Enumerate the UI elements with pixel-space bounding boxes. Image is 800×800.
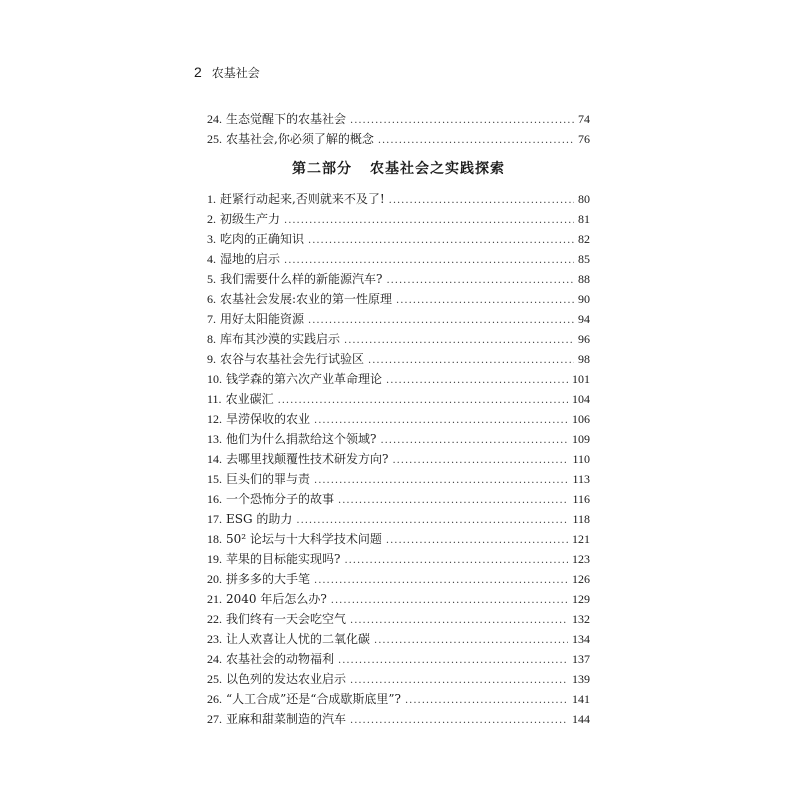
toc-entry-page: 126	[572, 572, 590, 586]
toc-entry[interactable]	[207, 409, 590, 429]
toc-entry-number: 25.	[207, 132, 222, 146]
toc-entry-page: 141	[572, 692, 590, 706]
toc-entry-title: 以色列的发达农业启示	[226, 672, 347, 686]
dot-leader	[389, 191, 574, 211]
toc-entry-title: ESG 的助力	[226, 512, 293, 526]
toc-entry-title: 旱涝保收的农业	[226, 412, 311, 426]
toc-entry[interactable]	[207, 569, 590, 589]
toc-entry-page: 101	[572, 372, 590, 386]
toc-entry-number: 1.	[207, 192, 216, 206]
toc-entry-number: 25.	[207, 672, 222, 686]
dot-leader	[386, 271, 574, 291]
toc-entry-number: 20.	[207, 572, 222, 586]
dot-leader	[314, 411, 568, 431]
toc-entry-number: 12.	[207, 412, 222, 426]
part-heading	[207, 158, 590, 178]
toc-entry-page: 134	[572, 632, 590, 646]
toc-entry-page: 85	[578, 252, 590, 266]
toc-entry-number: 18.	[207, 532, 222, 546]
toc-list-part-two	[207, 189, 590, 729]
toc-entry-page: 90	[578, 292, 590, 306]
toc-entry-number: 2.	[207, 212, 216, 226]
toc-entry-page: 96	[578, 332, 590, 346]
toc-entry-page: 123	[572, 552, 590, 566]
toc-entry-page: 88	[578, 272, 590, 286]
dot-leader	[284, 211, 574, 231]
toc-entry[interactable]	[207, 689, 590, 709]
toc-entry-page: 80	[578, 192, 590, 206]
toc-entry[interactable]	[207, 229, 590, 249]
toc-entry[interactable]	[207, 489, 590, 509]
part-title: 农基社会之实践探索	[370, 161, 505, 177]
toc-entry[interactable]	[207, 269, 590, 289]
dot-leader	[368, 351, 574, 371]
toc-entry-number: 27.	[207, 712, 222, 726]
toc-entry-title: 农基社会,你必须了解的概念	[226, 132, 374, 146]
toc-entry-page: 106	[572, 412, 590, 426]
dot-leader	[284, 251, 574, 271]
toc-entry-title: 农业碳汇	[225, 392, 274, 406]
toc-entry-title: 用好太阳能资源	[220, 312, 305, 326]
toc-entry-number: 8.	[207, 332, 216, 346]
toc-entry-page: 121	[572, 532, 590, 546]
toc-entry-number: 15.	[207, 472, 222, 486]
toc-entry[interactable]	[207, 649, 590, 669]
dot-leader	[386, 531, 568, 551]
toc-entry-title: 赶紧行动起来,否则就来不及了!	[220, 192, 385, 206]
dot-leader	[314, 471, 568, 491]
toc-entry-number: 19.	[207, 552, 222, 566]
toc-entry[interactable]	[207, 629, 590, 649]
toc-entry-number: 7.	[207, 312, 216, 326]
toc-entry-page: 129	[572, 592, 590, 606]
toc-entry[interactable]	[207, 349, 590, 369]
toc-entry-page: 104	[572, 392, 590, 406]
part-label: 第二部分	[292, 161, 352, 177]
toc-entry-page: 144	[572, 712, 590, 726]
toc-entry-page: 82	[578, 232, 590, 246]
toc-entry-page: 81	[578, 212, 590, 226]
toc-entry-number: 3.	[207, 232, 216, 246]
toc-entry-title: 农谷与农基社会先行试验区	[220, 352, 365, 366]
toc-entry-number: 17.	[207, 512, 222, 526]
toc-entry-title: 吃肉的正确知识	[220, 232, 305, 246]
toc-entry-number: 22.	[207, 612, 222, 626]
dot-leader	[314, 571, 568, 591]
toc-entry[interactable]	[207, 249, 590, 269]
toc-entry-number: 10.	[207, 372, 222, 386]
dot-leader	[344, 551, 568, 571]
toc-entry-page: 94	[578, 312, 590, 326]
toc-entry-title: 2040 年后怎么办?	[226, 592, 327, 606]
toc-entry-number: 13.	[207, 432, 222, 446]
dot-leader	[278, 391, 568, 411]
toc-entry[interactable]	[207, 549, 590, 569]
toc-entry-number: 24.	[207, 652, 222, 666]
toc-entry[interactable]	[207, 289, 590, 309]
dot-leader	[331, 591, 568, 611]
toc-entry-title: 让人欢喜让人忧的二氧化碳	[226, 632, 371, 646]
toc-entry-number: 26.	[207, 692, 222, 706]
toc-entry-number: 9.	[207, 352, 216, 366]
toc-entry-title: 去哪里找颠覆性技术研发方向?	[226, 452, 389, 466]
toc-entry-title: 巨头们的罪与责	[226, 472, 311, 486]
dot-leader	[374, 631, 568, 651]
toc-entry-title: 生态觉醒下的农基社会	[226, 112, 347, 126]
toc-entry-number: 4.	[207, 252, 216, 266]
dot-leader	[405, 691, 568, 711]
toc-entry-page: 118	[572, 512, 590, 526]
toc-entry-title: “人工合成”还是“合成歇斯底里”?	[226, 692, 401, 706]
dot-leader	[344, 331, 574, 351]
running-header	[194, 64, 260, 81]
running-title: 农基社会	[211, 66, 260, 80]
toc-entry-page: 132	[572, 612, 590, 626]
toc-entry[interactable]	[207, 369, 590, 389]
toc-entry-number: 23.	[207, 632, 222, 646]
toc-entry[interactable]	[207, 389, 590, 409]
toc-entry-title: 库布其沙漠的实践启示	[220, 332, 341, 346]
toc-entry-number: 6.	[207, 292, 216, 306]
toc-entry[interactable]	[207, 209, 590, 229]
toc-entry[interactable]	[207, 329, 590, 349]
toc-entry-page: 74	[578, 112, 590, 126]
toc-entry-title: 苹果的目标能实现吗?	[226, 552, 341, 566]
dot-leader	[392, 451, 568, 471]
toc-entry-title: 初级生产力	[220, 212, 281, 226]
toc-entry-page: 139	[572, 672, 590, 686]
dot-leader	[350, 671, 568, 691]
toc-entry-title: 亚麻和甜菜制造的汽车	[226, 712, 347, 726]
dot-leader	[338, 651, 568, 671]
dot-leader	[380, 431, 568, 451]
toc-entry-page: 137	[572, 652, 590, 666]
toc-entry-page: 110	[572, 452, 590, 466]
toc-entry[interactable]	[207, 469, 590, 489]
toc-entry-number: 5.	[207, 272, 216, 286]
toc-entry-title: 拼多多的大手笔	[226, 572, 311, 586]
toc-entry-number: 11.	[207, 392, 222, 406]
toc-entry-page: 76	[578, 132, 590, 146]
toc-entry[interactable]	[207, 189, 590, 209]
toc-entry-title: 农基社会的动物福利	[226, 652, 335, 666]
toc-entry-title: 湿地的启示	[220, 252, 281, 266]
dot-leader	[296, 511, 568, 531]
toc-list-part-one-tail	[207, 109, 590, 149]
toc-entry-title: 农基社会发展:农业的第一性原理	[220, 292, 393, 306]
toc-entry-page: 116	[572, 492, 590, 506]
dot-leader	[308, 231, 574, 251]
toc-entry[interactable]	[207, 509, 590, 529]
dot-leader	[338, 491, 568, 511]
toc-entry-page: 113	[572, 472, 590, 486]
toc-entry[interactable]	[207, 429, 590, 449]
toc-entry-number: 16.	[207, 492, 222, 506]
toc-entry[interactable]	[207, 109, 590, 129]
toc-entry-number: 24.	[207, 112, 222, 126]
toc-entry-title: 我们终有一天会吃空气	[226, 612, 347, 626]
toc-entry[interactable]	[207, 669, 590, 689]
dot-leader	[308, 311, 574, 331]
toc-entry-page: 98	[578, 352, 590, 366]
toc-entry-title: 他们为什么捐款给这个领域?	[226, 432, 377, 446]
toc-entry-title: 我们需要什么样的新能源汽车?	[220, 272, 383, 286]
dot-leader	[386, 371, 568, 391]
toc-entry-number: 21.	[207, 592, 222, 606]
toc-entry[interactable]	[207, 309, 590, 329]
dot-leader	[396, 291, 574, 311]
dot-leader	[378, 131, 574, 151]
toc-entry[interactable]	[207, 529, 590, 549]
page-number: 2	[194, 64, 202, 80]
toc-entry-number: 14.	[207, 452, 222, 466]
toc-entry[interactable]	[207, 449, 590, 469]
dot-leader	[350, 711, 568, 731]
dot-leader	[350, 111, 574, 131]
toc-entry-title: 一个恐怖分子的故事	[226, 492, 335, 506]
toc-entry-title: 钱学森的第六次产业革命理论	[226, 372, 383, 386]
dot-leader	[350, 611, 568, 631]
toc-entry[interactable]	[207, 589, 590, 609]
toc-entry-title: 50² 论坛与十大科学技术问题	[226, 532, 382, 546]
toc-entry[interactable]	[207, 609, 590, 629]
toc-entry[interactable]	[207, 709, 590, 729]
toc-entry[interactable]	[207, 129, 590, 149]
toc-entry-page: 109	[572, 432, 590, 446]
